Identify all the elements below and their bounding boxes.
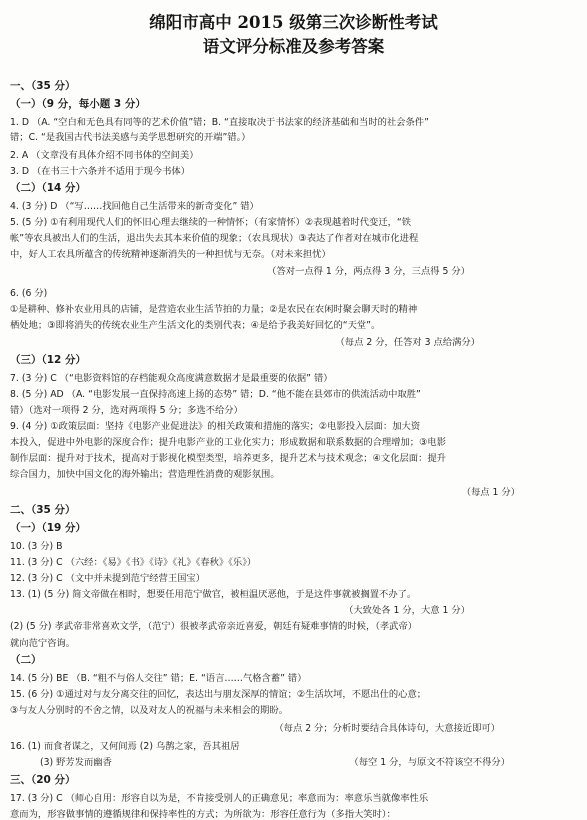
- answer-line: 本投入，促进中外电影的深度合作；提升电影产业的工业化实力；形成数据和联系数据的合理增加；③电影: [10, 437, 446, 448]
- answer-line: 6. (6 分): [10, 288, 48, 299]
- answer-line: 错）（选对一项得 2 分，选对两项得 5 分；多选不给分）: [10, 405, 243, 416]
- answer-line: 意而为，形容做事情的遵循规律和保持率性的方式；为所欲为：形容任意行为（多指大笑时）：: [10, 809, 396, 820]
- answer-line: （每点 2 分；分析时要结合具体诗句，大意接近即可）: [274, 723, 500, 734]
- answer-line: 3. D （在书三十六条并不适用于现今书体）: [10, 166, 190, 177]
- answer-line: 综合国力，加快中国文化的海外输出；营造理性消费的观影氛围。: [10, 469, 280, 480]
- answer-line: 栖处地；③即将消失的传统农业生产生活文化的类别代表；④是给予我美好回忆的“天堂”。: [10, 320, 381, 331]
- answer-line: 9. (4 分) ①政策层面：坚持《电影产业促进法》的相关政策和措施的落实；②电影投入层面：加大资: [10, 421, 421, 432]
- answer-line: 错；C. “是我国古代书法美感与美学思想研究的开端”错。）: [10, 132, 251, 143]
- answer-line: 17. (3 分) C （师心自用：形容自以为是，不肯接受别人的正确意见；率意而为：率意乐当就像率性乐: [10, 793, 429, 804]
- answer-line: 13. (1) (5 分) 简文帝做在相时，想要任用范宁做官，被桓温厌恶他，于是这件事就被搁置不办了。: [10, 589, 417, 600]
- exam-title: 绵阳市高中 2015 级第三次诊断性考试: [149, 13, 438, 32]
- answer-line: 12. (3 分) C （文中并未提到范宁经营王国宝）: [10, 573, 206, 584]
- answer-line: 制作层面：提升对于技术，提高对于影视化模型类型，培养更多，提升艺术与技术观念；④文化层面：提升: [10, 453, 446, 464]
- answer-line: 7. (3 分) C （“电影资料馆的存档能观众高度满意数据才是最重要的依据” 错）: [10, 373, 333, 384]
- answer-line: (3) 野芳发而幽香: [40, 757, 112, 768]
- answer-line: 11. (3 分) C （六经：《易》《书》《诗》《礼》《春秋》《乐》）: [10, 557, 257, 568]
- answer-line: （大致处各 1 分，大意 1 分）: [344, 605, 470, 616]
- section-heading: 一、（35 分）: [10, 80, 76, 92]
- answer-line: 中，好人工农具所蕴含的传统精神逐渐消失的一种担忧与无奈。（对未来担忧）: [10, 249, 331, 260]
- answer-line: 16. (1) 而食者谋之，又何间焉 (2) 乌鹊之家，吾其祖居: [10, 741, 240, 752]
- answer-line: 2. A （文章没有具体介绍不同书体的空间美）: [10, 150, 199, 161]
- answer-line: 就向范宁咨询。: [10, 638, 76, 649]
- answer-line: （答对一点得 1 分，两点得 3 分，三点得 5 分）: [267, 266, 470, 277]
- answer-line: 14. (5 分) BE （B. “粗不与俗人交往” 错；E. “语言……气格含蓄” 错）: [10, 673, 307, 684]
- answer-line: （每空 1 分，与原文不符该空不得分）: [349, 757, 510, 768]
- answer-line: （每点 2 分，任答对 3 点给满分）: [335, 337, 480, 348]
- section-heading: （一）（19 分）: [10, 522, 87, 534]
- answer-line: 8. (5 分) AD （A. “电影发展一直保持高速上扬的态势” 错；D. “他不能在县郊市的供流活动中取胜”: [10, 389, 421, 400]
- section-heading: 三、（20 分）: [10, 774, 76, 786]
- section-heading: （二）: [10, 654, 42, 666]
- answer-line: 1. D （A. “空白和无色具有同等的艺术价值”错；B. “直接取决于书法家的经济基础和当时的社会条件”: [10, 117, 429, 128]
- answer-line: 15. (6 分) ①通过对与友分离交往的回忆，表达出与朋友深厚的情谊；②生活坎坷，不愿出仕的心意；: [10, 689, 427, 700]
- answer-line: 帐”等农具被出人们的生活，退出失去其本来价值的现象；（农具现状）③表达了作者对在城市化进程: [10, 233, 419, 244]
- section-heading: （二）（14 分）: [10, 182, 87, 194]
- section-heading: 二、（35 分）: [10, 504, 76, 516]
- answer-line: ①是耕种、修补农业用具的店铺，是营造农业生活节拍的力量；②是农民在农闲时聚会聊天时的精神: [10, 304, 418, 315]
- answer-line: （每点 1 分）: [461, 487, 520, 498]
- answer-line: 5. (5 分) ①有利用现代人们的怀旧心理去继续的一种情怀；（有家情怀）②表现越着时代变迁，“铁: [10, 217, 412, 228]
- section-heading: （三）（12 分）: [10, 354, 87, 366]
- answer-line: (2) (5 分) 孝武帝非常喜欢文学，（范宁）很被孝武帝亲近喜爱，朝廷有疑难事情的时候，（孝武帝）: [10, 621, 418, 632]
- answer-line: ③与友人分别时的不舍之情，以及对友人的祝福与未来相会的期盼。: [10, 705, 288, 716]
- answer-line: 4. (3 分) D （“写……找回他自己生活带来的新奇变化” 错）: [10, 201, 259, 212]
- answer-line: 10. (3 分) B: [10, 541, 63, 552]
- answer-key-title: 语文评分标准及参考答案: [202, 37, 385, 56]
- section-heading: （一）（9 分，每小题 3 分）: [10, 98, 146, 110]
